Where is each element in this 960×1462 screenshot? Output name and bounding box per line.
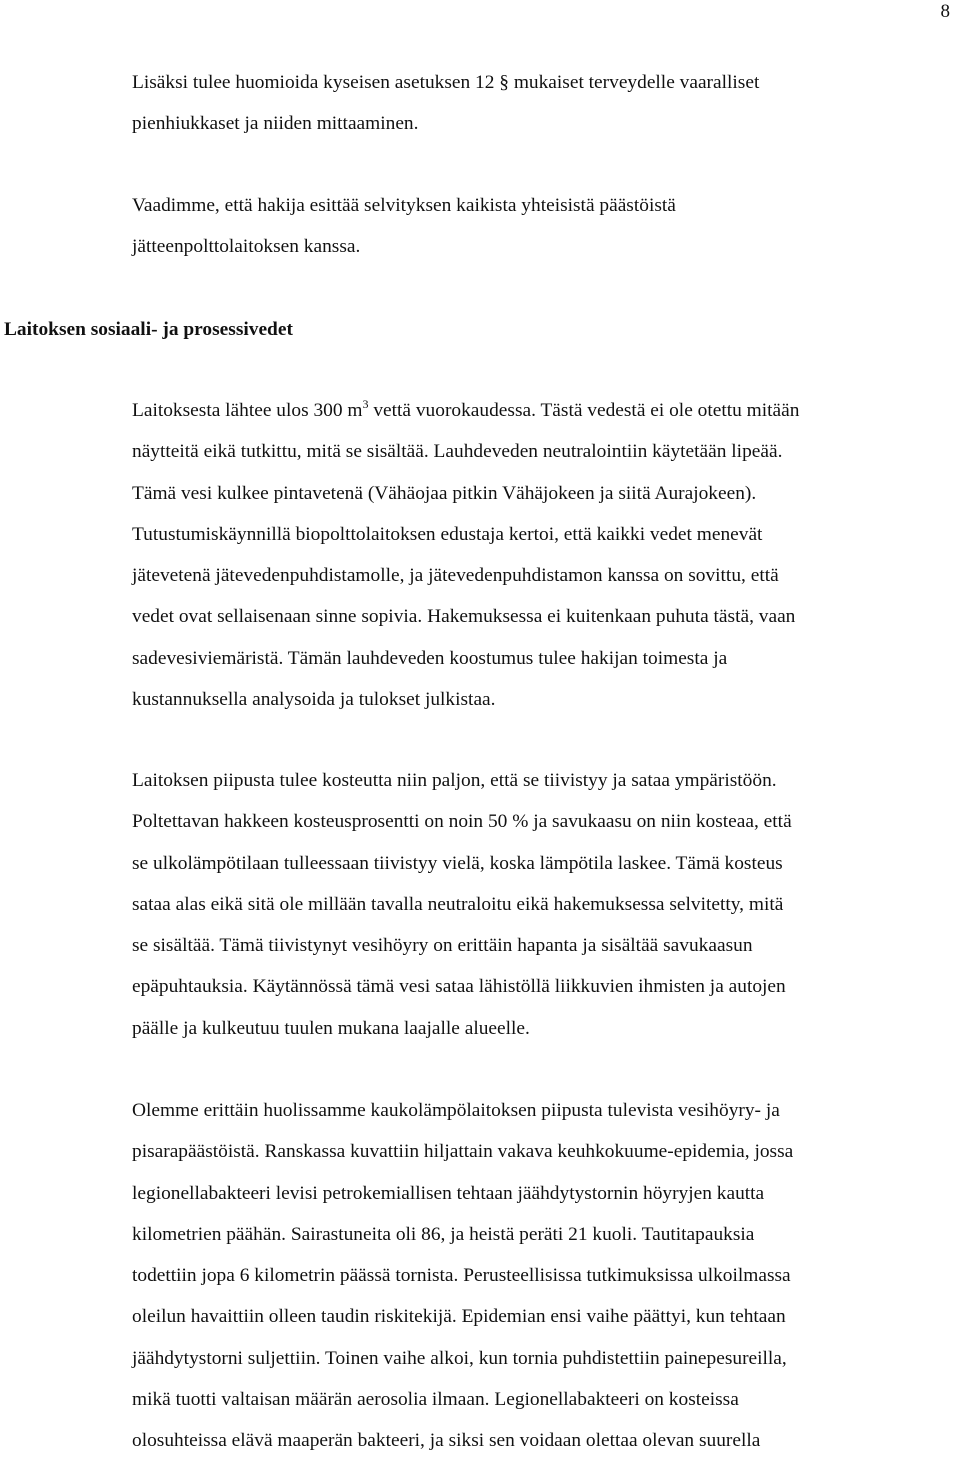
text-line: näytteitä eikä tutkittu, mitä se sisältää. Lauhdeveden neutralointiin käytetään lipeää. (132, 441, 783, 463)
text-line: Olemme erittäin huolissamme kaukolämpölaitoksen piipusta tulevista vesihöyry- ja (132, 1100, 780, 1121)
text-line: jäähdytystorni suljettiin. Toinen vaihe alkoi, kun tornia puhdistettiin painepesureilla, (132, 1347, 787, 1369)
text-line: todettiin jopa 6 kilometrin päässä tornista. Perusteellisissa tutkimuksissa ulkoilmassa (132, 1265, 791, 1287)
text-line: pisarapäästöistä. Ranskassa kuvattiin hiljattain vakava keuhkokuume-epidemia, jossa (132, 1141, 794, 1163)
text-line: sataa alas eikä sitä ole millään tavalla neutraloitu eikä hakemuksessa selvitetty, mitä (132, 893, 784, 915)
text-line: legionellabakteeri levisi petrokemiallisen tehtaan jäähdytystornin höyryjen kautta (132, 1182, 765, 1204)
paragraph-fine-particles (132, 62, 954, 145)
text-line: se ulkolämpötilaan tulleessaan tiivistyy vielä, koska lämpötila laskee. Tämä kosteus (132, 852, 783, 874)
text-line: jätevetenä jätevedenpuhdistamolle, ja jätevedenpuhdistamon kanssa on sovittu, että (132, 565, 779, 587)
text-line: se sisältää. Tämä tiivistynyt vesihöyry on erittäin hapanta ja sisältää savukaasun (132, 935, 753, 957)
text-line: Tämä vesi kulkee pintavetenä (Vähäojaa pitkin Vähäjokeen ja siitä Aurajokeen). (132, 482, 757, 504)
text-line: pienhiukkaset ja niiden mittaaminen. (132, 113, 419, 135)
text-line: Vaadimme, että hakija esittää selvityksen kaikista yhteisistä päästöistä (132, 195, 676, 216)
text-line: jätteenpolttolaitoksen kanssa. (132, 236, 361, 258)
text-line: kilometrien päähän. Sairastuneita oli 86, ja heistä peräti 21 kuoli. Tautitapauksia (132, 1223, 755, 1245)
text-line (132, 390, 954, 431)
text-line: päälle ja kulkeutuu tuulen mukana laajalle alueelle. (132, 1017, 530, 1039)
text-line: epäpuhtauksia. Käytännössä tämä vesi sataa lähistöllä liikkuvien ihmisten ja autojen (132, 976, 786, 998)
text-line: kustannuksella analysoida ja tulokset julkistaa. (132, 689, 496, 711)
text-segment: vettä vuorokaudessa. Tästä vedestä ei ole otettu mitään (368, 400, 800, 421)
superscript: 3 (362, 397, 369, 411)
paragraph-legionella (132, 1090, 954, 1462)
page-number: 8 (940, 1, 950, 22)
paragraph-process-water (132, 390, 954, 720)
text-segment: Laitoksesta lähtee ulos 300 m (132, 400, 363, 421)
text-line: vedet ovat sellaisenaan sinne sopivia. Hakemuksessa ei kuitenkaan puhuta tästä, vaan (132, 606, 796, 628)
text-line: Lisäksi tulee huomioida kyseisen asetuksen 12 § mukaiset terveydelle vaaralliset (132, 72, 760, 93)
text-line: Laitoksen piipusta tulee kosteutta niin paljon, että se tiivistyy ja sataa ympäristöön. (132, 770, 777, 791)
text-line: oleilun havaittiin olleen taudin riskitekijä. Epidemian ensi vaihe päättyi, kun tehtaan (132, 1306, 786, 1328)
section-heading: Laitoksen sosiaali- ja prosessivedet (4, 319, 293, 340)
text-line: Tutustumiskäynnillä biopolttolaitoksen edustaja kertoi, että kaikki vedet menevät (132, 523, 763, 545)
text-line: olosuhteissa elävä maaperän bakteeri, ja siksi sen voidaan olettaa olevan suurella (132, 1430, 761, 1452)
text-line: Poltettavan hakkeen kosteusprosentti on noin 50 % ja savukaasu on niin kosteaa, että (132, 811, 792, 833)
paragraph-emissions-request (132, 185, 954, 268)
paragraph-chimney-moisture (132, 760, 954, 1049)
text-line: mikä tuotti valtaisan määrän aerosolia ilmaan. Legionellabakteeri on kosteissa (132, 1389, 739, 1411)
text-line: sadevesiviemäristä. Tämän lauhdeveden koostumus tulee hakijan toimesta ja (132, 647, 728, 669)
